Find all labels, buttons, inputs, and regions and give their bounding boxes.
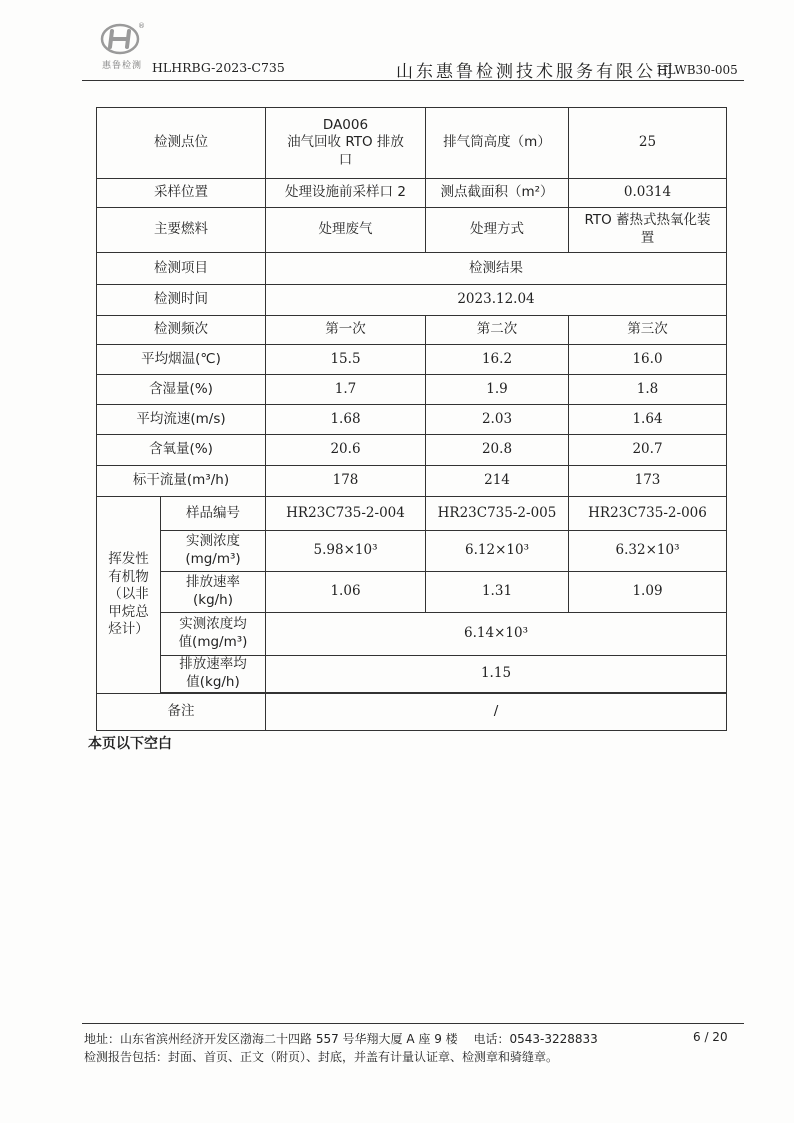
row-value: 2.03 bbox=[426, 405, 569, 435]
stack-height-value: 25 bbox=[569, 108, 727, 179]
row-label: 含氧量(%) bbox=[97, 435, 266, 466]
remark-value: / bbox=[266, 694, 727, 731]
rate-label: 排放速率 (kg/h) bbox=[161, 572, 266, 613]
table-row bbox=[97, 531, 727, 572]
form-number: HLWB30-005 bbox=[657, 63, 738, 77]
row-label: 平均流速(m/s) bbox=[97, 405, 266, 435]
voc-label: 挥发性 有机物 （以非 甲烷总 烃计） bbox=[97, 497, 161, 694]
row-value: 20.7 bbox=[569, 435, 727, 466]
table-row bbox=[97, 572, 727, 613]
row-value: 15.5 bbox=[266, 345, 426, 375]
conc-value-3: 6.32×10³ bbox=[569, 531, 727, 572]
table-row bbox=[97, 656, 727, 693]
table-row bbox=[97, 208, 727, 253]
rate-value-3: 1.09 bbox=[569, 572, 727, 613]
freq-label: 检测频次 bbox=[97, 316, 266, 345]
freq-3: 第三次 bbox=[569, 316, 727, 345]
table-row bbox=[97, 345, 727, 375]
table-row bbox=[97, 179, 727, 208]
table-row bbox=[97, 405, 727, 435]
registered-mark: ® bbox=[138, 22, 145, 30]
row-label: 平均烟温(℃) bbox=[97, 345, 266, 375]
row-value: 173 bbox=[569, 466, 727, 497]
rate-value-1: 1.06 bbox=[266, 572, 426, 613]
table-row bbox=[97, 613, 727, 656]
company-name: 山东惠鲁检测技术服务有限公司 bbox=[396, 62, 676, 82]
point-value: DA006 油气回收 RTO 排放 口 bbox=[266, 108, 426, 179]
conc-avg-label: 实测浓度均 值(mg/m³) bbox=[161, 613, 266, 656]
result-label: 检测结果 bbox=[266, 253, 727, 285]
remark-label: 备注 bbox=[97, 694, 266, 731]
footer-address: 地址：山东省滨州经济开发区渤海二十四路 557 号华翔大厦 A 座 9 楼 电话：0543-3228833 bbox=[84, 1032, 598, 1046]
conc-value-2: 6.12×10³ bbox=[426, 531, 569, 572]
freq-2: 第二次 bbox=[426, 316, 569, 345]
row-value: 20.6 bbox=[266, 435, 426, 466]
row-label: 标干流量(m³/h) bbox=[97, 466, 266, 497]
sample-no-1: HR23C735-2-004 bbox=[266, 497, 426, 531]
fuel-label: 主要燃料 bbox=[97, 208, 266, 253]
fuel-value: 处理废气 bbox=[266, 208, 426, 253]
footer-contents: 检测报告包括：封面、首页、正文（附页）、封底，并盖有计量认证章、检测章和骑缝章。 bbox=[84, 1050, 559, 1064]
blank-below-note: 本页以下空白 bbox=[88, 736, 172, 752]
table-row bbox=[97, 435, 727, 466]
row-value: 1.68 bbox=[266, 405, 426, 435]
footer-divider bbox=[82, 1023, 744, 1024]
table-row bbox=[97, 253, 727, 285]
time-label: 检测时间 bbox=[97, 285, 266, 316]
section-area-label: 测点截面积（m²） bbox=[426, 179, 569, 208]
table-row bbox=[97, 375, 727, 405]
rate-avg-value: 1.15 bbox=[266, 656, 727, 693]
page-number: 6 / 20 bbox=[693, 1030, 728, 1044]
rate-value-2: 1.31 bbox=[426, 572, 569, 613]
header-divider bbox=[82, 80, 744, 81]
sampling-pos-value: 处理设施前采样口 2 bbox=[266, 179, 426, 208]
time-value: 2023.12.04 bbox=[266, 285, 727, 316]
conc-value-1: 5.98×10³ bbox=[266, 531, 426, 572]
row-value: 16.2 bbox=[426, 345, 569, 375]
item-label: 检测项目 bbox=[97, 253, 266, 285]
company-logo bbox=[96, 22, 146, 78]
stack-height-label: 排气筒高度（m） bbox=[426, 108, 569, 179]
logo-text: 惠鲁检测 bbox=[101, 61, 142, 71]
row-label: 含湿量(%) bbox=[97, 375, 266, 405]
logo-emblem-icon bbox=[100, 22, 140, 56]
row-value: 1.7 bbox=[266, 375, 426, 405]
table-row bbox=[97, 316, 727, 345]
table-row bbox=[97, 108, 727, 179]
test-results-table bbox=[96, 107, 727, 731]
table-row bbox=[97, 466, 727, 497]
rate-avg-label: 排放速率均 值(kg/h) bbox=[161, 656, 266, 693]
sample-no-label: 样品编号 bbox=[161, 497, 266, 531]
point-label: 检测点位 bbox=[97, 108, 266, 179]
freq-1: 第一次 bbox=[266, 316, 426, 345]
table-row bbox=[97, 694, 727, 731]
report-number: HLHRBG-2023-C735 bbox=[152, 60, 285, 75]
method-label: 处理方式 bbox=[426, 208, 569, 253]
section-area-value: 0.0314 bbox=[569, 179, 727, 208]
conc-avg-value: 6.14×10³ bbox=[266, 613, 727, 656]
method-value: RTO 蓄热式热氧化装 置 bbox=[569, 208, 727, 253]
row-value: 1.8 bbox=[569, 375, 727, 405]
sample-no-3: HR23C735-2-006 bbox=[569, 497, 727, 531]
row-value: 1.9 bbox=[426, 375, 569, 405]
table-row bbox=[97, 497, 727, 531]
row-value: 16.0 bbox=[569, 345, 727, 375]
conc-label: 实测浓度 (mg/m³) bbox=[161, 531, 266, 572]
table-row bbox=[97, 285, 727, 316]
row-value: 214 bbox=[426, 466, 569, 497]
row-value: 20.8 bbox=[426, 435, 569, 466]
row-value: 1.64 bbox=[569, 405, 727, 435]
sample-no-2: HR23C735-2-005 bbox=[426, 497, 569, 531]
row-value: 178 bbox=[266, 466, 426, 497]
sampling-pos-label: 采样位置 bbox=[97, 179, 266, 208]
